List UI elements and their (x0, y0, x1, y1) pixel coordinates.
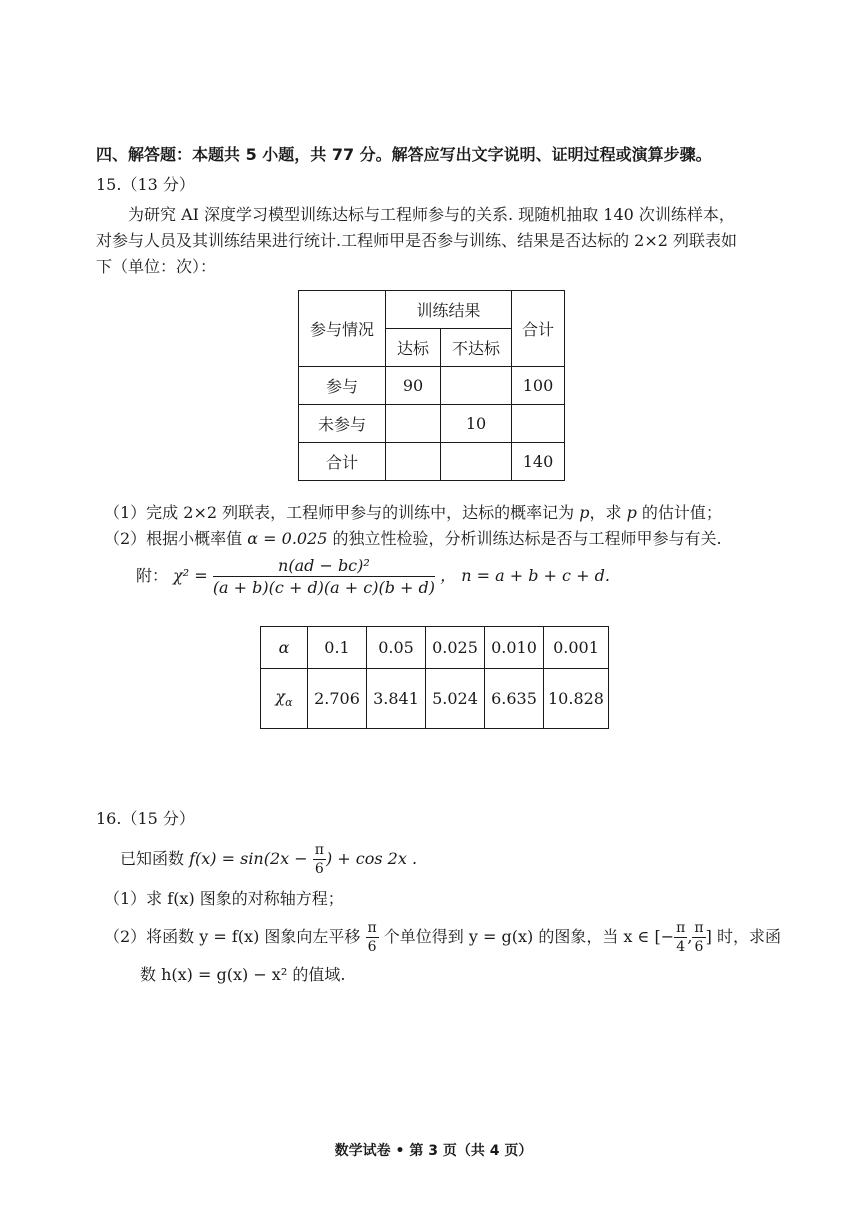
chi-square-formula (136, 556, 610, 597)
fraction-denominator: 6 (367, 939, 377, 955)
q15-sub1-text-c: 的估计值； (636, 503, 722, 522)
q15-intro-line1: 为研究 AI 深度学习模型训练达标与工程师参与的关系. 现随机抽取 140 次训练样本， (128, 205, 735, 224)
header-participation: 参与情况 (299, 291, 386, 367)
table-row (299, 443, 565, 481)
q15-sub1-text-b: ，求 (589, 503, 627, 522)
table-row (299, 405, 565, 443)
section-heading: 四、解答题：本题共 5 小题，共 77 分。解答应写出文字说明、证明过程或演算步骤。 (96, 145, 712, 164)
q16-sub1: （1）求 f(x) 图象的对称轴方程； (104, 889, 344, 908)
alpha-cell: 0.025 (426, 627, 485, 669)
row-label: 参与 (299, 367, 386, 405)
q15-sub1-text-a: （1）完成 2×2 列联表，工程师甲参与的训练中，达标的概率记为 (104, 503, 580, 522)
pi-over-6-fraction (366, 920, 379, 955)
table-row (299, 367, 565, 405)
q16-number: 16.（15 分） (96, 809, 195, 828)
var-p: p (626, 503, 637, 522)
fraction-denominator: (a + b)(c + d)(a + c)(b + d) (212, 578, 436, 597)
q16-given (120, 842, 417, 877)
interval-comma: , (687, 927, 693, 946)
chi-cell: 3.841 (367, 669, 426, 729)
chi-cell: 5.024 (426, 669, 485, 729)
row-label: 未参与 (299, 405, 386, 443)
fraction-numerator: π (694, 920, 704, 936)
contingency-table (298, 290, 565, 481)
chi-header (261, 669, 308, 729)
alpha-cell: 0.05 (367, 627, 426, 669)
q16-sub2 (104, 920, 781, 955)
q16-sub2-text-b: 个单位得到 y = g(x) 的图象，当 x ∈ [− (378, 927, 675, 946)
pi-over-6-fraction (313, 842, 326, 877)
q15-intro-line3: 下（单位：次）： (96, 257, 217, 276)
q16-given-text: 已知函数 (120, 849, 190, 868)
cell-total: 140 (512, 443, 565, 481)
chi-cell: 6.635 (485, 669, 544, 729)
cell-fail (441, 367, 512, 405)
q16-sub2-line2: 数 h(x) = g(x) − x² 的值域. (140, 965, 346, 984)
header-total: 合计 (512, 291, 565, 367)
q16-sub2-text-c: ] 时，求函 (705, 927, 781, 946)
page-footer: 数学试卷 • 第 3 页（共 4 页） (334, 1143, 533, 1159)
cell-pass (386, 405, 441, 443)
chi-square-lhs: χ² = (173, 566, 208, 585)
q16-given-tail: ) + cos 2x . (325, 849, 418, 868)
q15-sub2-text-a: （2）根据小概率值 (104, 529, 248, 548)
q15-sub2 (104, 526, 722, 549)
fraction-numerator: n(ad − bc)² (213, 556, 435, 577)
fraction-denominator: 4 (676, 939, 686, 955)
header-pass: 达标 (386, 329, 441, 367)
alpha-cell: 0.1 (308, 627, 367, 669)
fraction-denominator: 6 (694, 939, 704, 955)
q15-number: 15.（13 分） (96, 175, 195, 194)
cell-fail (441, 443, 512, 481)
header-result: 训练结果 (386, 291, 512, 329)
pi-over-4-fraction (674, 920, 687, 955)
q15-intro-line2: 对参与人员及其训练结果进行统计.工程师甲是否参与训练、结果是否达标的 2×2 列联表如 (96, 231, 738, 250)
alpha-header: α (261, 627, 308, 669)
cell-pass (386, 443, 441, 481)
fraction-numerator: π (676, 920, 686, 936)
alpha-cell: 0.010 (485, 627, 544, 669)
appendix-label: 附： (136, 566, 169, 585)
chi-square-fraction (213, 556, 435, 597)
pi-over-6-fraction (692, 920, 705, 955)
critical-value-table (260, 626, 609, 729)
cell-total (512, 405, 565, 443)
fraction-numerator: π (367, 920, 377, 936)
alpha-value: α = 0.025 (247, 529, 328, 548)
chi-cell: 10.828 (544, 669, 609, 729)
fraction-denominator: 6 (314, 861, 324, 877)
var-p: p (579, 503, 590, 522)
q16-sub2-text-a: （2）将函数 y = f(x) 图象向左平移 (104, 927, 366, 946)
fraction-numerator: π (314, 842, 324, 858)
cell-pass: 90 (386, 367, 441, 405)
alpha-cell: 0.001 (544, 627, 609, 669)
chi-subscript: α (285, 696, 293, 710)
chi-cell: 2.706 (308, 669, 367, 729)
q16-given-function: f(x) = sin(2x − (189, 849, 313, 868)
q15-sub1 (104, 500, 722, 523)
n-definition: ， n = a + b + c + d. (440, 566, 610, 585)
row-label: 合计 (299, 443, 386, 481)
cell-total: 100 (512, 367, 565, 405)
cell-fail: 10 (441, 405, 512, 443)
q15-sub2-text-b: 的独立性检验，分析训练达标是否与工程师甲参与有关. (327, 529, 722, 548)
chi-symbol: χ (275, 687, 286, 707)
header-fail: 不达标 (441, 329, 512, 367)
